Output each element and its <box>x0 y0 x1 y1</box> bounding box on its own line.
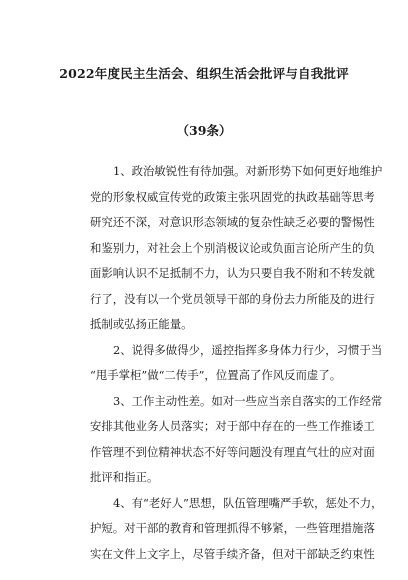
document-title: 2022年度民主生活会、组织生活会批评与自我批评 <box>59 66 349 81</box>
paragraph-line: 和鉴别力，对社会上个别消极议论或负面言论所产生的负 <box>90 240 375 255</box>
item-count: （39条） <box>176 123 232 138</box>
document-body <box>90 159 383 567</box>
paragraph-line: 作管理不到位精神状态不好等问题没有理直气壮的应对面 <box>90 444 375 459</box>
paragraph-line: 3、工作主动性差。如对一些应当亲自落实的工作经常 <box>113 393 383 408</box>
paragraph-line: 护短。对干部的教育和管理抓得不够紧，一些管理措施落 <box>90 521 375 535</box>
paragraph-line: 4、有“老好人”思想，队伍管理嘴严手软，惩处不力， <box>113 495 383 510</box>
paragraph-line: 批评和指正。 <box>90 470 159 484</box>
paragraph-line: 面影响认识不足抵制不力，认为只要自我不附和不转发就 <box>90 266 375 280</box>
paragraph-line: 安排其他业务人员落实；对于部中存在的一些工作推诿工 <box>90 419 375 433</box>
paragraph-line: 研究还不深，对意识形态领域的复杂性缺乏必要的警惕性 <box>90 215 375 229</box>
paragraph-line: 抵制或弘扬正能量。 <box>90 317 193 331</box>
paragraph-line: 2、说得多做得少，遥控指挥多身体力行少，习惯于当 <box>113 342 383 357</box>
paragraph-line: 1、政治敏锐性有待加强。对新形势下如何更好地维护 <box>113 164 383 178</box>
paragraph-line: 党的形象权威宣传党的政策主张巩固党的执政基础等思考 <box>90 189 375 204</box>
paragraph-line: 实在文件上文字上，尽管手续齐备，但对干部缺乏约束性 <box>90 546 375 561</box>
paragraph-line: “甩手掌柜”做“二传手”，位置高了作风反而虚了。 <box>90 368 342 382</box>
paragraph-line: 行了，没有以一个党员领导干部的身份去力所能及的进行 <box>90 291 375 306</box>
